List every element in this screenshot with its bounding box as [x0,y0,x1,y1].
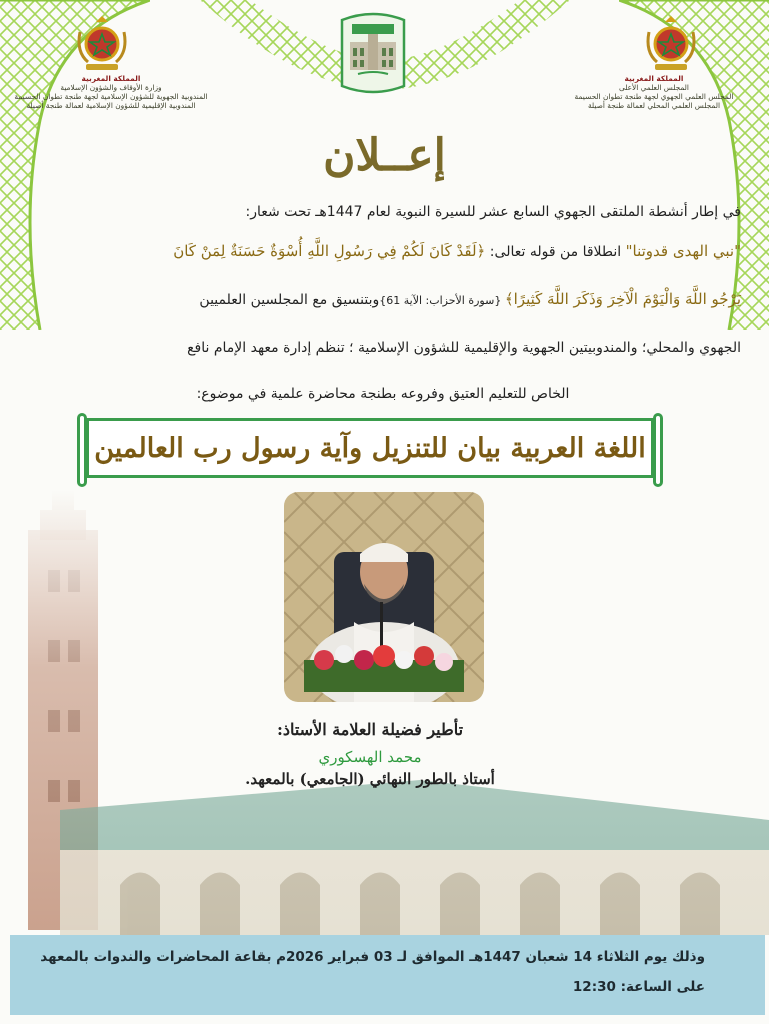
quran-verse: يَرْجُو اللَّهَ وَالْيَوْمَ الْآخِرَ وَذَكَرَ اللَّهَ كَثِيرًا﴾ [504,290,741,308]
speaker-role: أستاذ بالطور النهائي (الجامعي) بالمعهد. [245,770,495,788]
speaker-intro: تأطير فضيلة العلامة الأستاذ: [276,720,464,739]
body-line-2 [25,242,741,260]
speaker-name: محمد الهسكوري [318,748,422,766]
slogan: "نبي الهدى قدوتنا" [625,242,741,260]
body-line-4: الجهوي والمحلي؛ والمندوبيتين الجهوية والإقليمية للشؤون الإسلامية ؛ تنظم إدارة معهد الإمام نافع [187,340,741,356]
scroll-end-decoration [653,413,663,487]
lecture-topic: اللغة العربية بيان للتنزيل وآية رسول رب العالمين [94,432,646,464]
org-line: المجلس العلمي الأعلى [619,83,689,92]
org-line: المجلس العلمي الجهوي لجهة طنجة تطوان الحسيمة [574,92,734,101]
org-line: المندوبية الإقليمية للشؤون الإسلامية لعمالة طنجة أصيلة [26,101,196,110]
org-line: المملكة المغربية [81,74,141,83]
lecture-topic-banner [86,418,654,478]
body-line-5: الخاص للتعليم العتيق وفروعه بطنجة محاضرة علمية في موضوع: [196,386,570,402]
announcement-title: إعــلان [323,130,446,181]
body-line-1: في إطار أنشطة الملتقى الجهوي السابع عشر للسيرة النبوية لعام 1447هـ تحت شعار: [245,204,741,220]
body-text: وبتنسيق مع المجلسين العلميين [199,292,380,308]
speaker-photo [284,492,484,702]
kingdom-emblem-icon [643,12,699,74]
verse-reference: {سورة الأحزاب: الآية 61} [379,294,505,307]
left-organization-header [6,74,216,110]
kingdom-emblem-icon [74,12,130,74]
org-line: المملكة المغربية [624,74,684,83]
org-line: وزارة الأوقاف والشؤون الإسلامية [60,83,162,92]
event-date-line: وذلك يوم الثلاثاء 14 شعبان 1447هـ الموافق لـ 03 فبراير 2026م بقاعة المحاضرات والندوات بالمعهد [40,949,705,965]
org-line: المندوبية الجهوية للشؤون الإسلامية لجهة طنجة تطوان الحسيمة [14,92,208,101]
body-text: انطلاقا من قوله تعالى: [485,244,626,260]
quran-verse: ﴿لَقَدْ كَانَ لَكُمْ فِي رَسُولِ اللَّهِ أُسْوَةٌ حَسَنَةٌ لِمَنْ كَانَ [173,242,486,260]
body-line-3 [25,290,741,308]
event-datetime-footer [10,935,765,1015]
institute-logo-icon [338,12,408,94]
org-line: المجلس العلمي المحلي لعمالة طنجة أصيلة [587,101,721,110]
right-organization-header [549,74,759,110]
scroll-end-decoration [77,413,87,487]
event-time-line: على الساعة: 12:30 [572,979,705,995]
